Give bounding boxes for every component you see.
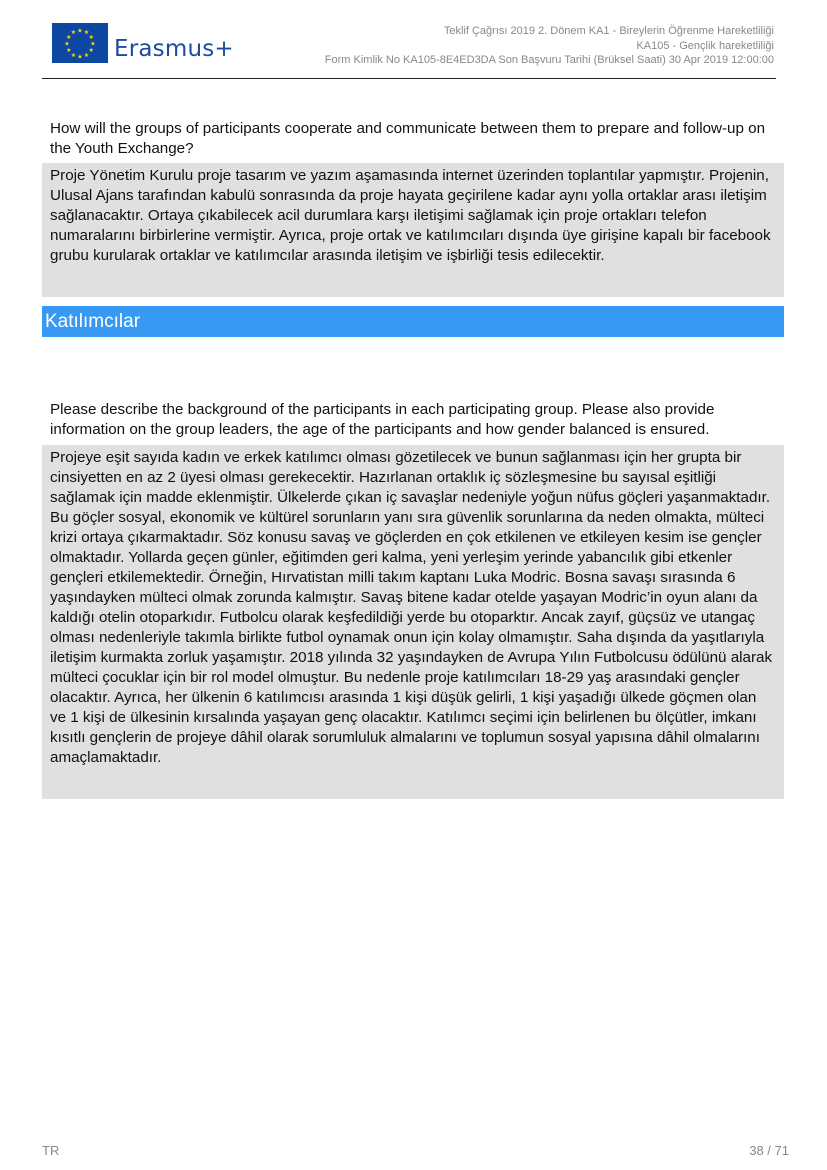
header-meta (325, 24, 774, 68)
svg-text:★: ★ (64, 40, 70, 48)
answer-cooperation: Proje Yönetim Kurulu proje tasarım ve yazım aşamasında internet üzerinden toplantılar yapmıştır. Projenin, Ulusal Ajans tarafından kabulü sonrasında da proje hayata geçirilene kadar aynı yolla ortaklar arası iletişim sağlanacaktır. Ortaya çıkabilecek acil durumlara karşı iletişimi sağlamak için proje ortakları telefon numaralarını birbirlerine vermiştir. Ayrıca, proje ortak ve katılımcıları dışında üye girişine kapalı bir facebook grubu kurularak ortaklar ve katılımcılar arasında iletişim ve işbirliği tesis edilecektir. (42, 163, 784, 297)
svg-text:★: ★ (66, 47, 72, 54)
erasmus-brand-text: Erasmus+ (114, 36, 234, 62)
question-cooperation: How will the groups of participants cooperate and communicate between them to prepare and follow-up on the Youth Exchange? (50, 120, 766, 157)
page-header (42, 18, 776, 79)
svg-text:★: ★ (66, 34, 72, 41)
svg-text:★: ★ (90, 40, 96, 48)
answer-participants-background: Projeye eşit sayıda kadın ve erkek katılımcı olması gözetilecek ve bunun sağlanması için her grupta bir cinsiyetten en az 2 üyesi olması gerekecektir. Hazırlanan ortaklık iç sözleşmesine bu sayısal eşitliği sağlamak için madde eklenmiştir. Ülkelerde çıkan iç savaşlar nedeniyle yoğun nüfus göçleri yaşanmaktadır. Bu göçler sosyal, ekonomik ve kültürel sorunların yanı sıra güvenlik sorunlarına da neden olmakta, mülteci krizi ortaya çıkarmaktadır. Söz konusu savaş ve göçlerden en çok etkilenen ve etkileyen kesim ise gençler olmaktadır. Yollarda geçen günler, eğitimden geri kalma, yeni yerleşim yerinde yabancılık gibi etkenler gençleri etkilemektedir. Örneğin, Hırvatistan milli takım kaptanı Luka Modric. Bosna savaşı sırasında 6 yaşındayken mülteci olmak zorunda kalmıştır. Savaş bitene kadar otelde yaşayan Modric’in oyun alanı da kaldığı otelin otoparkıdır. Futbolcu olarak keşfedildiği yerde bu otoparktır. Ancak zayıf, güçsüz ve utangaç olması nedenleriyle takımla birlikte futbol oynamak onun için kolay olmamıştır. Saha dışında da yaşıtlarıyla iletişim kurmakta zorluk yaşamıştır. 2018 yılında 32 yaşındayken de Avrupa Yılın Futbolcusu ödülünü alarak mülteci çocuklar için bir rol model olmuştur. Bu nedenle proje katılımcıları 18-29 yaş arasındaki gençler olacaktır. Ayrıca, her ülkenin 6 katılımcısı arasında 1 kişi düşük gelirli, 1 kişi yaşadığı ülkede göçmen olan ve 1 kişi de ülkesinin kırsalında yaşayan genç olacaktır. Katılımcı seçimi için belirlenen bu ölçütler, imkanı kısıtlı gençlerin de projeye dâhil olarak sorumluluk almalarını ve toplumun sosyal yapısına dâhil olmalarını amaçlamaktadır. (42, 445, 784, 799)
svg-text:★: ★ (88, 47, 94, 54)
svg-text:★: ★ (77, 27, 83, 35)
section-heading-participants: Katılımcılar (42, 306, 784, 337)
erasmus-logo (52, 23, 252, 69)
action-type: KA105 - Gençlik hareketliliği (636, 39, 774, 52)
form-id-deadline: Form Kimlik No KA105-8E4ED3DA Son Başvuru Tarihi (Brüksel Saati) 30 Apr 2019 12:00:00 (324, 54, 774, 66)
footer-language: TR (42, 1143, 60, 1158)
svg-text:★: ★ (70, 29, 77, 37)
call-title: Teklif Çağrısı 2019 2. Dönem KA1 - Bireylerin Öğrenme Hareketliliği (443, 25, 774, 37)
eu-flag-icon (52, 23, 108, 63)
footer-page-number: 38 / 71 (749, 1143, 789, 1158)
svg-text:★: ★ (77, 53, 83, 61)
svg-text:★: ★ (83, 29, 90, 37)
svg-text:★: ★ (83, 51, 90, 59)
svg-text:★: ★ (70, 51, 77, 59)
svg-text:★: ★ (88, 34, 94, 41)
question-participants-background: Please describe the background of the participants in each participating group. Please also provide information on the group leaders, the age of the participants and how gender balanced is ensured. (50, 401, 715, 438)
